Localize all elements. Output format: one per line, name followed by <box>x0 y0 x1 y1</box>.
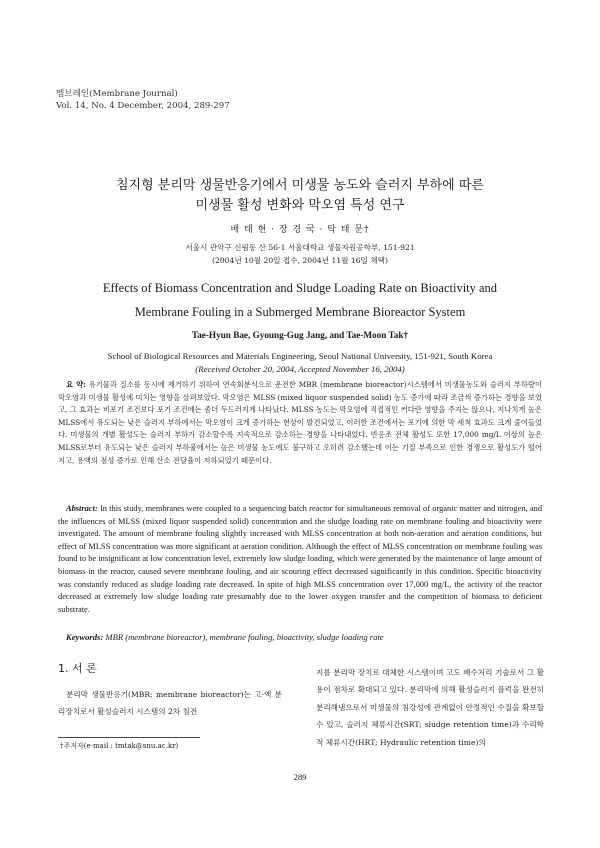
section-heading: 1. 서 론 <box>58 662 97 675</box>
title-korean <box>0 176 600 216</box>
keywords <box>66 632 542 642</box>
footnote: †주저자(e-mail : tmtak@snu.ac.kr) <box>60 742 179 750</box>
authors-english: Tae-Hyun Bae, Gyoung-Gug Jang, and Tae-Moon Tak† <box>191 330 409 340</box>
left-column-text: 분리막 생물반응기(MBR; membrane bioreactor)는 고·액 분리장치로서 활성슬러지 시스템의 2차 침전 <box>58 690 282 717</box>
title-english <box>0 276 600 324</box>
abstract-english <box>58 503 542 616</box>
journal-name: 멤브레인(Membrane Journal) <box>56 89 178 99</box>
journal-header <box>56 88 230 112</box>
title-korean-line2: 미생물 활성 변화와 막오염 특성 연구 <box>195 198 405 213</box>
affiliation-korean-address: 서울시 관악구 신림동 산 56-1 서울대학교 생물자원공학부, 151-921 <box>185 243 415 252</box>
right-column-text: 지를 분리막 장치로 대체한 시스템이며 고도 폐수처리 기술로서 그 활용이 점차로 확대되고 있다. 분리막에 의해 활성슬러지 플럭을 완전히 분리해냄으로서 미생물의 침강성에 관계없이 안정적인 수질을 확보할 수 있고, 슬러지 체류시간(SRT; sludge retention time)과 수리학적 체류시간(HRT; Hydraulic retention time)의 <box>316 668 544 747</box>
title-korean-line1: 침지형 분리막 생물반응기에서 미생물 농도와 슬러지 부하에 따른 <box>116 178 484 193</box>
abstract-korean <box>58 379 542 467</box>
abstract-korean-label: 요 약: <box>66 380 86 389</box>
authors-korean: 배 태 현 · 장 경 국 · 탁 태 문† <box>230 225 370 235</box>
journal-volume: Vol. 14, No. 4 December, 2004, 289-297 <box>56 101 230 111</box>
affiliation-english-school: School of Biological Resources and Materials Engineering, Seoul National University, 151-921, South Korea <box>107 351 493 361</box>
affiliation-korean-dates: (2004년 10월 20일 접수, 2004년 11월 16일 채택) <box>212 256 388 265</box>
affiliation-korean <box>0 241 600 267</box>
abstract-korean-text: 유기물과 질소를 동시에 제거하기 위하여 연속회분식으로 운전한 MBR (membrane bioreactor)시스템에서 미생물농도와 슬러지 부하량이 막오염과 미생물 활성에 미치는 영향을 살펴보았다. 막오염은 MLSS (mixed liquor suspended solid) 농도 증가에 따라 조금씩 증가하는 경향을 보였고, 그 효과는 비포기 조건보다 포기 조건에는 좀더 두드러지게 나타났다. MLSS 농도는 막오염에 직접적인 커다란 영향을 주지는 않으나, 지나치게 높은 MLSS에서 유도되는 낮은 슬러지 부하에서는 막오염이 크게 증가하는 현상이 발견되었고, 이러한 조건에서는 포기에 의한 막 세척 효과도 크게 줄어들었다. 미생물의 개별 활성도는 슬러지 부하가 감소할수록 지속적으로 감소하는 경향을 나타내었다. 반응조 전체 활성도 또한 17,000 mg/L 이상의 높은 MLSS로부터 유도되는 낮은 슬러지 부하율에서는 높은 미생물 농도에도 불구하고 오히려 감소했는데 이는 기질 부족으로 인한 경쟁으로 활성도가 떨어지고, 용액의 점성 증가로 인해 산소 전달율이 저하되었기 때문이다. <box>58 380 542 465</box>
page-number: 289 <box>293 772 307 782</box>
affiliation-english-dates: (Received October 20, 2004, Accepted November 16, 2004) <box>195 364 405 374</box>
title-english-line1: Effects of Biomass Concentration and Sludge Loading Rate on Bioactivity and <box>102 281 498 295</box>
title-english-line2: Membrane Fouling in a Submerged Membrane Bioreactor System <box>134 305 466 319</box>
abstract-english-label: Abstract: <box>66 504 98 513</box>
footnote-rule <box>58 737 200 738</box>
affiliation-english <box>0 350 600 376</box>
abstract-english-text: In this study, membranes were coupled to a sequencing batch reactor for simultaneous removal of organic matter and nitrogen, and the influences of MLSS (mixed liquor suspended solid) concentration and the sludge loading rate on membrane fouling and bioactivity were investigated. The amount of membrane fouling slightly increased with MLSS concentration at both non-aeration and aeration conditions, but effect of MLSS concentration was more significant at aeration condition. Although the effect of MLSS concentration on membrane fouling was found to be insignificant at low concentration level, extremely low sludge loading, which were generated by the maintenance of large amount of biomass in the reactor, caused severe membrane fouling, and air scouring effect decreased significantly in this condition. Specific bioactivity was constantly reduced as sludge loading rate decreased. In spite of high MLSS concentration over 17,000 mg/L, the activity of the reactor decreased at extremely low sludge loading rate presumably due to the lower oxygen transfer and the competition of biomass to deficient substrate. <box>58 504 543 614</box>
keywords-label: Keywords: <box>66 632 104 642</box>
keywords-text: MBR (membrane bioreactor), membrane fouling, bioactivity, sludge loading rate <box>105 632 384 642</box>
